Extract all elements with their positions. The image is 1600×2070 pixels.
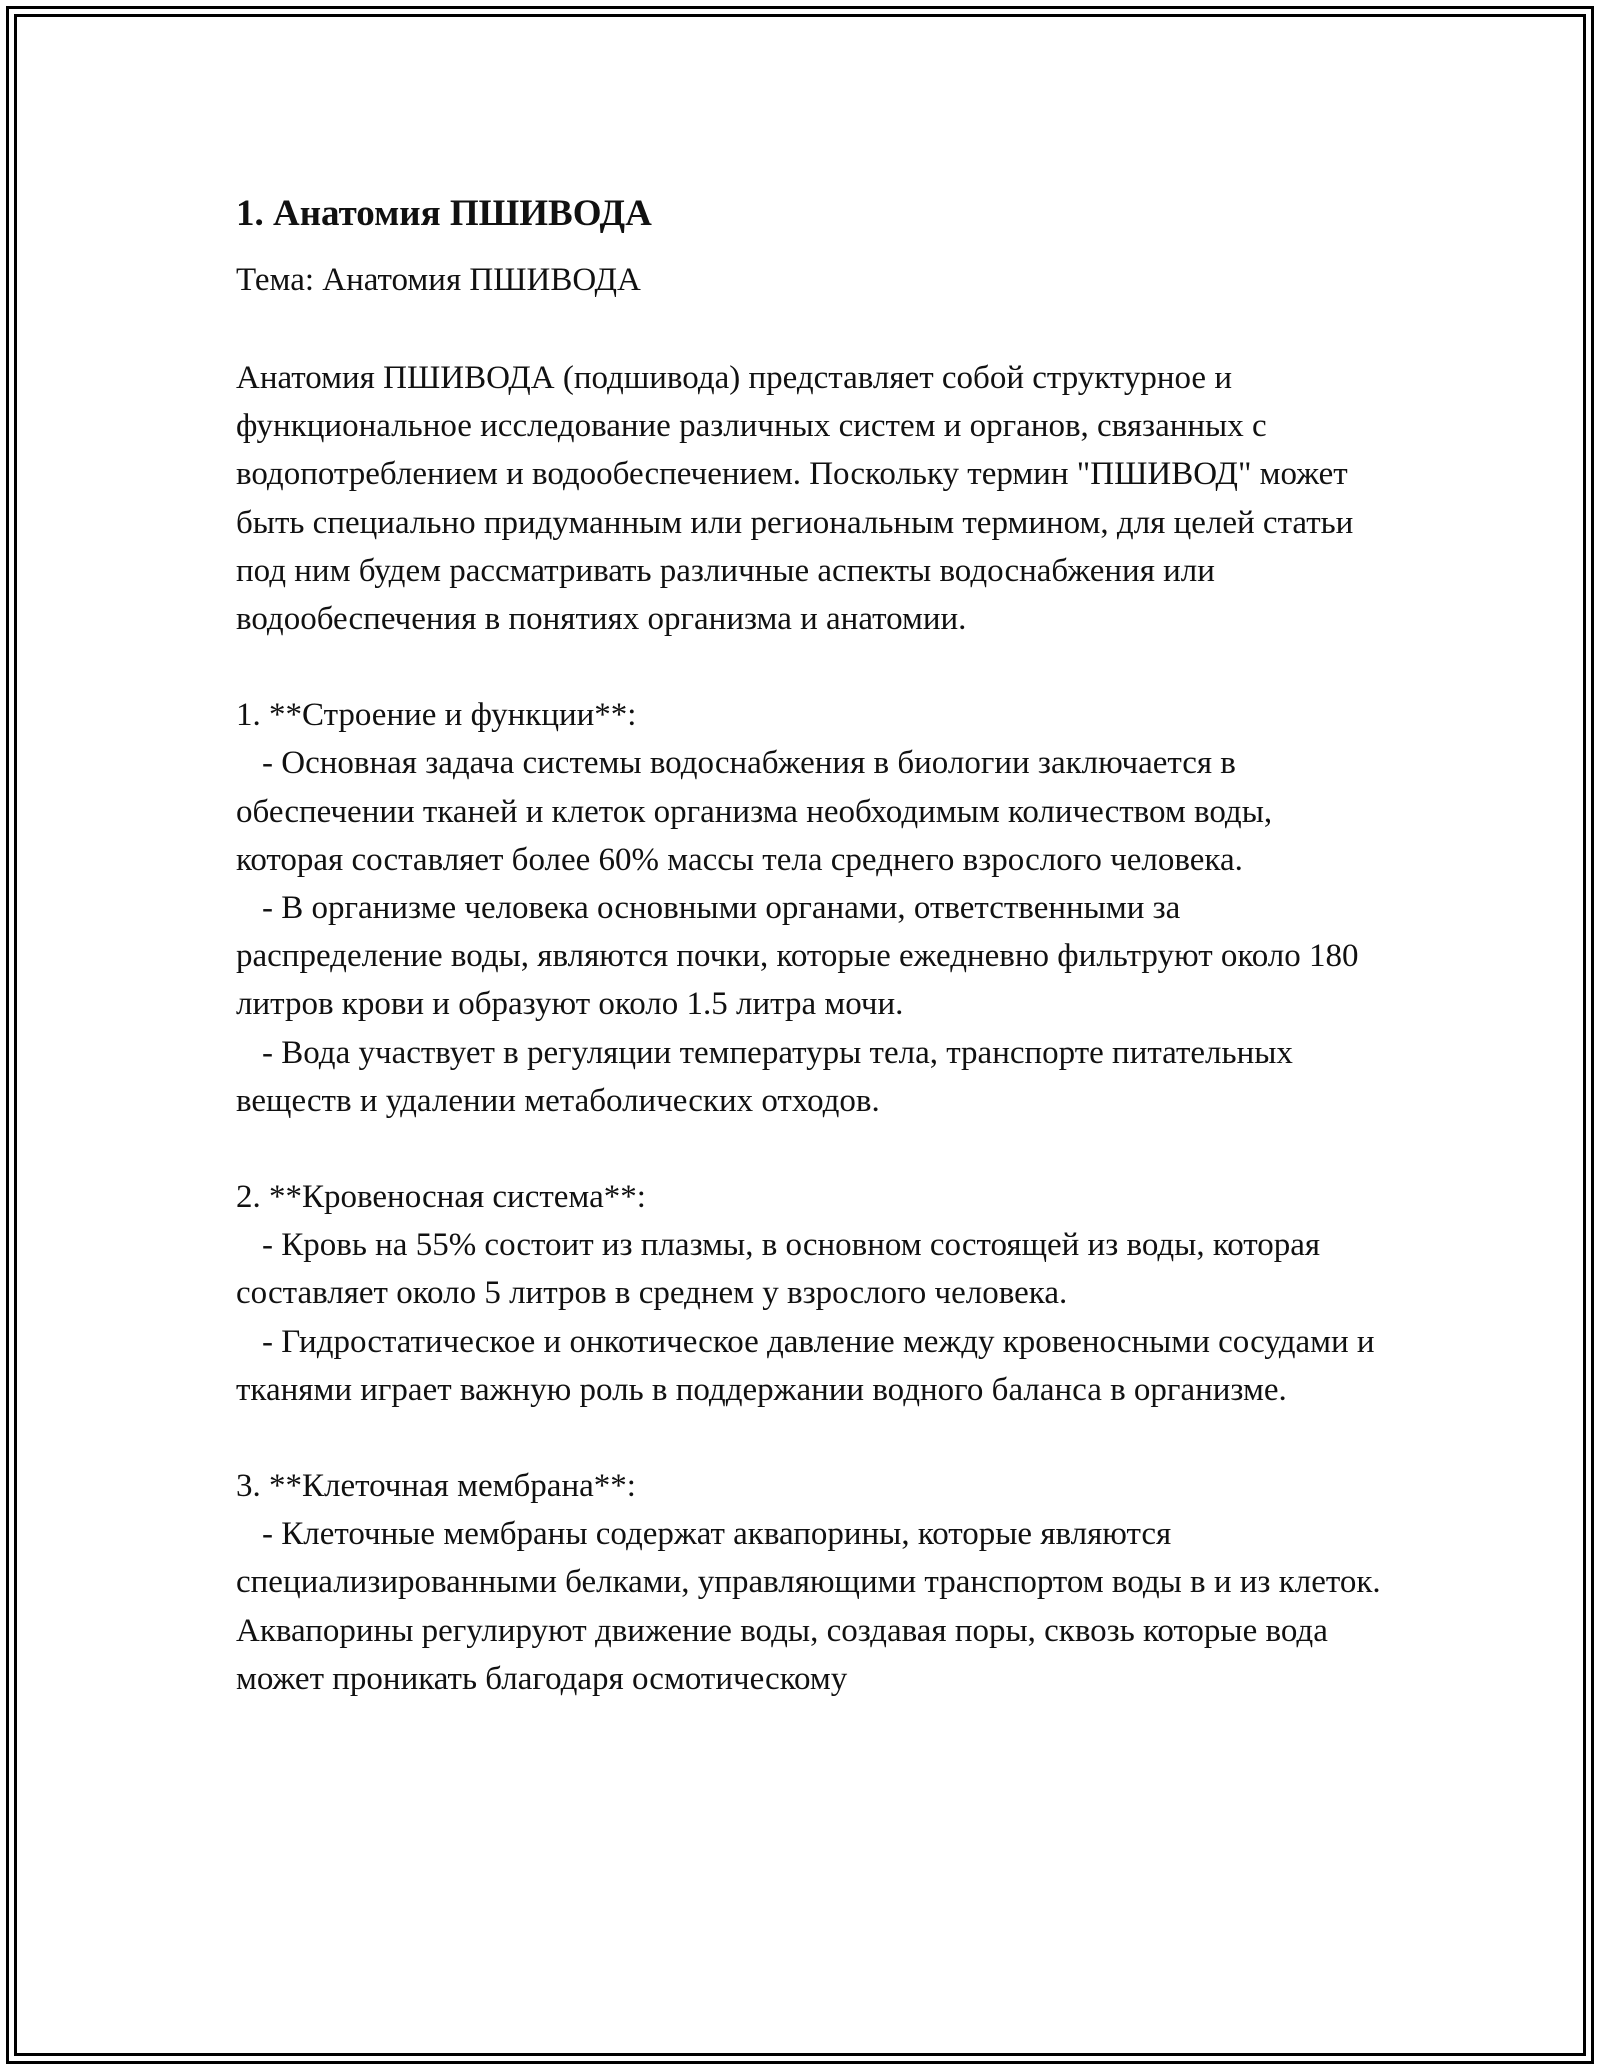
list-item [236,884,1386,1029]
list-item-text: - Вода участвует в регуляции температуры тела, транспорте питательных веществ и удалении метаболических отходов. [236,1034,1302,1119]
list-item-text: - Основная задача системы водоснабжения в биологии заключается в обеспечении тканей и клеток организма необходимым количеством воды, которая составляет более 60% массы тела среднего взрослого человека. [236,745,1281,878]
section-heading: 2. **Кровеносная система**: [236,1179,646,1216]
document-title: 1. Анатомия ПШИВОДА [236,193,652,234]
section-structure-functions [236,691,1386,1125]
list-item [236,1029,1386,1125]
list-item-text: - Клеточные мембраны содержат аквапорины, которые являются специализированными белками, управляющими транспортом воды в и из клеток. Аквапорины регулируют движение воды, создавая поры, сквозь которые вода может проникать благодаря осмотическому [236,1516,1389,1697]
intro-paragraph: Анатомия ПШИВОДА (подшивода) представляет собой структурное и функциональное исследование различных систем и органов, связанных с водопотреблением и водообеспечением. Поскольку термин "ПШИВОД" может быть специально придуманным или региональным термином, для целей статьи под ним будем рассматривать различные аспекты водоснабжения или водообеспечения в понятиях организма и анатомии. [236,360,1362,638]
list-item-text: - В организме человека основными органами, ответственными за распределение воды, являются почки, которые ежедневно фильтруют около 180 литров крови и образуют около 1.5 литра мочи. [236,890,1367,1023]
list-item [236,739,1386,884]
list-item-text: - Кровь на 55% состоит из плазмы, в основном состоящей из воды, которая составляет около 5 литров в среднем у взрослого человека. [236,1227,1329,1312]
list-item [236,1221,1386,1317]
section-circulatory-system [236,1173,1386,1414]
list-item [236,1318,1386,1414]
document-page [236,188,1389,1703]
section-heading: 3. **Клеточная мембрана**: [236,1468,636,1505]
document-topic: Тема: Анатомия ПШИВОДА [236,262,641,298]
section-heading: 1. **Строение и функции**: [236,697,637,734]
section-cell-membrane [236,1462,1389,1703]
list-item-text: - Гидростатическое и онкотическое давление между кровеносными сосудами и тканями играет важную роль в поддержании водного баланса в организме. [236,1323,1383,1408]
list-item [236,1510,1389,1703]
